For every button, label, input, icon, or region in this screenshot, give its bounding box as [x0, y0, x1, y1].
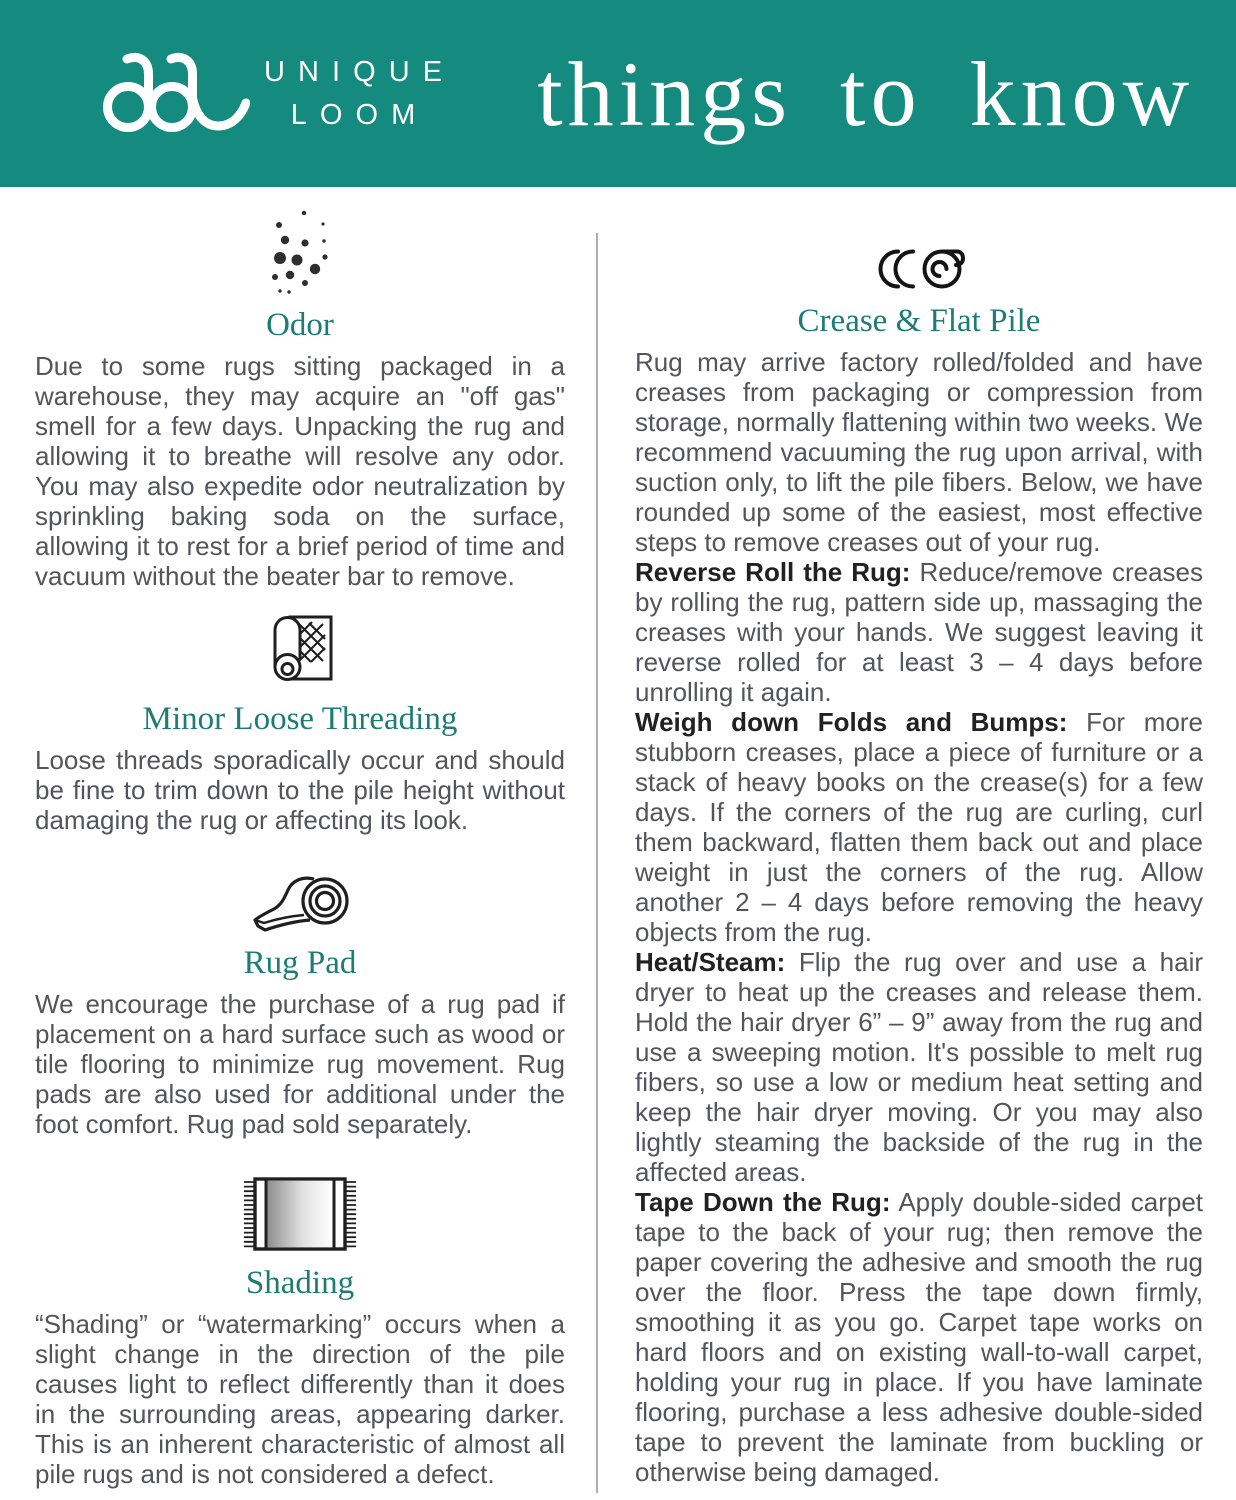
brand-name [264, 51, 455, 135]
rolled-rug-spiral-icon [873, 247, 965, 291]
brand-name-top: UNIQUE [264, 56, 456, 89]
section-body-odor: Due to some rugs sitting packaged in a warehouse, they may acquire an "off gas" smell for a few days. Unpacking the rug and allowing it to breathe will resolve any odor. You may also expedite odor neutralization by sprinkling baking soda on the surface, allowing it to rest for a brief period of time and vacuum without the beater bar to remove. [35, 350, 565, 591]
brand-name-bottom: LOOM [290, 98, 429, 131]
unique-loom-logo [100, 46, 250, 141]
tip-reverse-roll [635, 557, 1203, 707]
tip-text-weigh-down: For more stubborn creases, place a piece of furniture or a stack of heavy books on the crease(s) for a few days. If the corners of the rug are curling, curl them backward, flatten them back out and place weight in just the corners of the rug. Allow another 2 – 4 days before removing the heavy objects from the rug. [635, 706, 1203, 947]
shading-icon-row [35, 1175, 565, 1253]
tip-text-reverse-roll: Reduce/remove creases by rolling the rug, pattern side up, massaging the creases with your hands. We suggest leaving it reverse rolled for at least 3 – 4 days before unrolling it again. [635, 556, 1203, 707]
header-banner [0, 0, 1236, 187]
tip-label-weigh-down: Weigh down Folds and Bumps: [635, 706, 1068, 737]
tip-label-reverse-roll: Reverse Roll the Rug: [635, 556, 911, 587]
section-body-threading: Loose threads sporadically occur and should be fine to trim down to the pile height without damaging the rug or affecting its look. [35, 744, 565, 835]
tip-label-heat-steam: Heat/Steam: [635, 946, 786, 977]
shaded-rug-fringe-icon [241, 1175, 359, 1253]
section-body-rug-pad: We encourage the purchase of a rug pad if placement on a hard surface such as wood or tile flooring to minimize rug movement. Rug pads are also used for additional under the foot comfort. Rug pad sold separately. [35, 988, 565, 1139]
tip-tape-down [635, 1187, 1203, 1487]
section-title-rug-pad: Rug Pad [243, 944, 357, 981]
odor-icon-row [35, 207, 565, 295]
tip-weigh-down [635, 707, 1203, 947]
section-title-shading: Shading [245, 1264, 355, 1301]
page-title: things to know [537, 42, 1195, 145]
unique-loom-double-a-logo-icon [100, 46, 250, 141]
tip-text-tape-down: Apply double-sided carpet tape to the back of your rug; then remove the paper covering the adhesive and smooth the rug over the floor. Press the tape down firmly, smoothing it as you go. Carpet tape works on hard floors and on existing wall-to-wall carpet, holding your rug in place. If you have laminate flooring, purchase a less adhesive double-sided tape to prevent the laminate from buckling or otherwise being damaged. [635, 1186, 1204, 1487]
tip-heat-steam [635, 947, 1203, 1187]
section-title-threading: Minor Loose Threading [142, 700, 458, 737]
odor-sprinkle-dots-icon [271, 207, 329, 295]
tip-text-heat-steam: Flip the rug over and use a hair dryer to heat up the creases and release them. Hold the hair dryer 6” – 9” away from the rug and use a sweeping motion. It's possible to melt rug fibers, so use a low or medium heat setting and keep the hair dryer moving. Or you may also lightly steaming the backside of the rug in the affected areas. [635, 946, 1204, 1187]
rolled-rug-crosshatch-icon [265, 607, 335, 689]
rug-pad-icon-row [35, 869, 565, 933]
crease-intro: Rug may arrive factory rolled/folded and have creases from packaging or compression from storage, normally flattening within two weeks. We recommend vacuuming the rug upon arrival, with suction only, to lift the pile fibers. Below, we have rounded up some of the easiest, most effective steps to remove creases out of your rug. [635, 346, 1203, 557]
crease-icon-row [635, 247, 1203, 291]
column-divider [596, 233, 598, 1493]
section-body-shading: “Shading” or “watermarking” occurs when a slight change in the direction of the pile causes light to reflect differently than it does in the surrounding areas, appearing darker. This is an inherent characteristic of almost all pile rugs and is not considered a defect. [35, 1308, 565, 1489]
left-column [35, 187, 565, 1489]
tip-label-tape-down: Tape Down the Rug: [635, 1186, 891, 1217]
rug-pad-roll-icon [250, 869, 350, 933]
content-area [0, 187, 1236, 1500]
threading-icon-row [35, 607, 565, 689]
section-title-crease: Crease & Flat Pile [797, 303, 1041, 339]
right-column [635, 187, 1203, 1487]
section-title-odor: Odor [266, 307, 334, 343]
